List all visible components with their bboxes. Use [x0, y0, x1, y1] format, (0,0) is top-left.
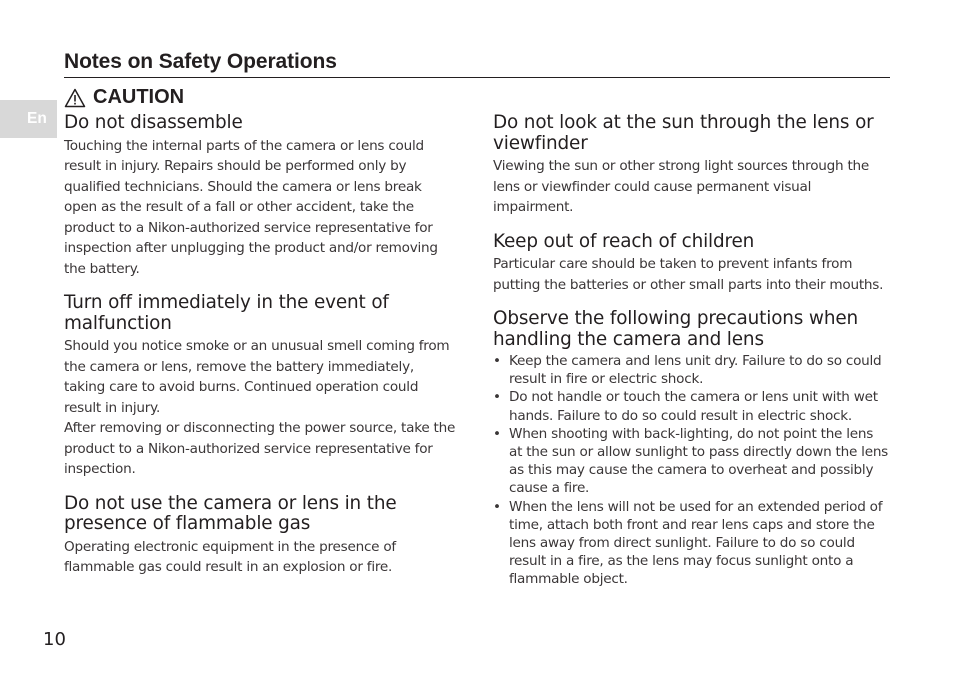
list-item: [493, 498, 888, 589]
precautions-list: [493, 352, 888, 589]
page-number: 10: [43, 629, 66, 650]
list-item: [493, 352, 888, 388]
right-column: [493, 113, 888, 603]
section-flammable-gas: [64, 494, 456, 578]
language-tab: En: [0, 100, 57, 138]
section-handling-precautions: [493, 309, 888, 589]
section-body: Viewing the sun or other strong light sources through the lens or viewfinder could cause permanent visual impairment.: [493, 158, 869, 215]
section-body: Touching the internal parts of the camera or lens could result in injury. Repairs should be performed only by qualified technicians. Should the camera or lens break open as the result of a fall or other accident, take the product to a Nikon-authorized service representative for inspection after unplugging the product and/or removing the battery.: [64, 137, 438, 277]
bullet-icon: •: [493, 498, 501, 515]
list-item-text: When shooting with back-lighting, do not point the lens at the sun or allow sunlight to pass directly down the lens as this may cause the camera to overheat and possibly cause a fire.: [509, 425, 889, 497]
section-do-not-look-at-sun: [493, 113, 888, 218]
bullet-icon: •: [493, 389, 501, 406]
page-title: Notes on Safety Operations: [64, 50, 337, 73]
left-column: [64, 113, 456, 592]
section-do-not-disassemble: [64, 113, 456, 279]
section-body: Operating electronic equipment in the presence of flammable gas could result in an explosion or fire.: [64, 538, 396, 575]
list-item: [493, 388, 888, 424]
list-item: [493, 425, 888, 498]
warning-triangle-icon: [64, 88, 86, 108]
section-heading: Turn off immediately in the event of malfunction: [64, 292, 389, 334]
list-item-text: Keep the camera and lens unit dry. Failure to do so could result in fire or electric shock.: [509, 353, 882, 388]
caution-label: CAUTION: [93, 86, 185, 108]
section-heading: Do not use the camera or lens in the presence of flammable gas: [64, 492, 397, 534]
list-item-text: Do not handle or touch the camera or lens unit with wet hands. Failure to do so could result in electric shock.: [509, 389, 878, 424]
section-keep-from-children: [493, 232, 888, 296]
section-heading: Do not disassemble: [64, 112, 243, 133]
bullet-icon: •: [493, 425, 501, 442]
section-heading: Do not look at the sun through the lens or viewfinder: [493, 112, 874, 154]
section-body-continued: After removing or disconnecting the power source, take the product to a Nikon-authorized service representative for inspection.: [64, 420, 456, 477]
list-item-text: When the lens will not be used for an extended period of time, attach both front and rear lens caps and store the lens away from direct sunlight. Failure to do so could result in a fire, as the lens may focus sunlight onto a flammable object.: [509, 498, 883, 588]
section-turn-off-malfunction: [64, 293, 456, 480]
section-heading: Observe the following precautions when handling the camera and lens: [493, 308, 859, 350]
caution-heading: [64, 86, 184, 109]
title-divider: [64, 77, 890, 78]
section-body: Should you notice smoke or an unusual smell coming from the camera or lens, remove the battery immediately, taking care to avoid burns. Continued operation could result in injury.: [64, 338, 450, 416]
section-heading: Keep out of reach of children: [493, 230, 755, 252]
section-body: Particular care should be taken to prevent infants from putting the batteries or other small parts into their mouths.: [493, 256, 884, 293]
bullet-icon: •: [493, 353, 501, 369]
